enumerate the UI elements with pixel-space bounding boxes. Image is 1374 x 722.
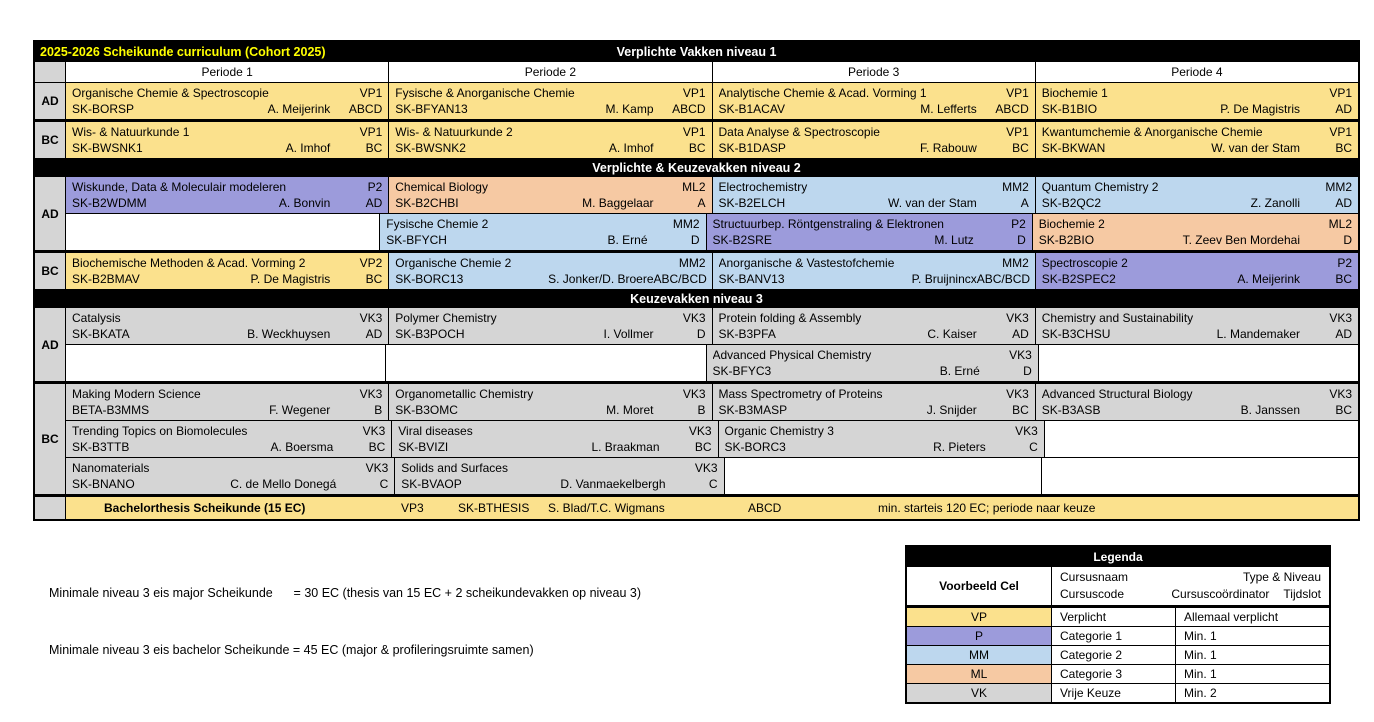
legend-key: P bbox=[907, 627, 1051, 645]
course-coordinator: S. Jonker/D. Broere bbox=[548, 272, 654, 286]
course-timeslot: D bbox=[1023, 364, 1032, 378]
thesis-label-cell bbox=[35, 497, 65, 519]
course-code: SK-B2ELCH bbox=[718, 196, 786, 210]
course-cell bbox=[66, 458, 394, 494]
course-code: SK-B3TTB bbox=[72, 440, 130, 454]
course-coordinator: A. Imhof bbox=[285, 141, 331, 155]
course-name: Biochemische Methoden & Acad. Vorming 2 bbox=[72, 256, 306, 270]
course-timeslot: D bbox=[1343, 233, 1352, 247]
course-name: Structuurbep. Röntgenstraling & Elektronen bbox=[712, 217, 944, 231]
course-coordinator: A. Boersma bbox=[270, 440, 334, 454]
group-label: BC bbox=[35, 253, 65, 289]
table-row bbox=[66, 83, 1358, 119]
course-name: Kwantumchemie & Anorganische Chemie bbox=[1041, 125, 1263, 139]
course-code: SK-B2SRE bbox=[712, 233, 772, 247]
course-coordinator: Z. Zanolli bbox=[1250, 196, 1300, 210]
course-type-niveau: P2 bbox=[1011, 217, 1026, 231]
course-timeslot: BC bbox=[365, 272, 383, 286]
course-name: Protein folding & Assembly bbox=[718, 311, 862, 325]
course-type-niveau: VK3 bbox=[359, 387, 383, 401]
course-timeslot: AD bbox=[365, 327, 383, 341]
course-code: BETA-B3MMS bbox=[72, 403, 150, 417]
course-name: Electrochemistry bbox=[718, 180, 808, 194]
course-name: Wis- & Natuurkunde 1 bbox=[72, 125, 190, 139]
course-code: SK-BKWAN bbox=[1041, 141, 1106, 155]
course-type-niveau: VK3 bbox=[694, 461, 718, 475]
course-timeslot: BC bbox=[368, 440, 386, 454]
course-code: SK-B3ASB bbox=[1041, 403, 1101, 417]
thesis-coordinator: S. Blad/T.C. Wigmans bbox=[548, 501, 665, 515]
legend-requirement: Allemaal verplicht bbox=[1176, 608, 1329, 626]
course-coordinator: A. Bonvin bbox=[278, 196, 331, 210]
course-timeslot: D bbox=[1017, 233, 1026, 247]
legend-row-vk bbox=[907, 684, 1329, 702]
course-type-niveau: VK3 bbox=[1329, 311, 1352, 325]
course-code: SK-BWSNK1 bbox=[72, 141, 143, 155]
legend-category-label: Categorie 1 bbox=[1052, 627, 1175, 645]
course-type-niveau: VP1 bbox=[359, 125, 383, 139]
empty-cell bbox=[66, 345, 385, 381]
course-cell bbox=[707, 345, 1038, 381]
course-code: SK-BVAOP bbox=[401, 477, 462, 491]
course-coordinator: F. Wegener bbox=[269, 403, 331, 417]
course-code: SK-B1DASP bbox=[718, 141, 786, 155]
curriculum-table bbox=[33, 40, 1360, 521]
course-code: SK-BFYCH bbox=[386, 233, 447, 247]
course-code: SK-B2CHBI bbox=[395, 196, 459, 210]
course-name: Anorganische & Vastestofchemie bbox=[718, 256, 895, 270]
period-header-3: Periode 3 bbox=[713, 62, 1035, 82]
period-header-row bbox=[35, 62, 1358, 82]
course-type-niveau: VP1 bbox=[682, 86, 706, 100]
course-name: Chemistry and Sustainability bbox=[1041, 311, 1194, 325]
course-coordinator: P. De Magistris bbox=[1220, 102, 1300, 116]
course-coordinator: B. Janssen bbox=[1240, 403, 1300, 417]
curriculum-body bbox=[35, 62, 1358, 519]
course-name: Biochemie 2 bbox=[1038, 217, 1105, 231]
course-type-niveau: ML2 bbox=[1328, 217, 1352, 231]
group-ad-niveau2 bbox=[35, 177, 1358, 250]
table-row bbox=[66, 384, 1358, 420]
group-ad-niveau1 bbox=[35, 83, 1358, 119]
course-type-niveau: VK3 bbox=[1006, 311, 1029, 325]
group-label: AD bbox=[35, 177, 65, 250]
legend-example-row bbox=[907, 567, 1329, 605]
course-cell bbox=[395, 458, 723, 494]
course-name: Advanced Structural Biology bbox=[1041, 387, 1193, 401]
course-type-niveau: VP1 bbox=[1329, 86, 1352, 100]
course-type-niveau: VK3 bbox=[1009, 348, 1032, 362]
course-cell bbox=[380, 214, 705, 250]
course-cell bbox=[713, 253, 1035, 289]
legend-requirement: Min. 2 bbox=[1176, 684, 1329, 702]
table-row bbox=[66, 253, 1358, 289]
course-coordinator: P. Bruijnincx bbox=[911, 272, 977, 286]
corner-cell bbox=[35, 62, 65, 82]
legend-table bbox=[905, 545, 1331, 704]
course-type-niveau: P2 bbox=[1337, 256, 1352, 270]
course-code: SK-BFYAN13 bbox=[395, 102, 468, 116]
course-type-niveau: MM2 bbox=[672, 217, 700, 231]
course-timeslot: B bbox=[374, 403, 383, 417]
course-coordinator: M. Kamp bbox=[605, 102, 654, 116]
course-type-niveau: VK3 bbox=[682, 387, 706, 401]
course-code: SK-B2SPEC2 bbox=[1041, 272, 1116, 286]
course-coordinator: M. Lefferts bbox=[920, 102, 977, 116]
course-coordinator: A. Meijerink bbox=[1237, 272, 1300, 286]
course-cell bbox=[66, 83, 388, 119]
course-timeslot: D bbox=[690, 233, 700, 247]
course-timeslot: AD bbox=[1335, 196, 1352, 210]
legend-rows bbox=[907, 606, 1329, 702]
course-code: SK-B1BIO bbox=[1041, 102, 1098, 116]
course-timeslot: C bbox=[379, 477, 389, 491]
course-name: Making Modern Science bbox=[72, 387, 201, 401]
legend-key: MM bbox=[907, 646, 1051, 664]
period-header-4: Periode 4 bbox=[1036, 62, 1358, 82]
course-code: SK-BORSP bbox=[72, 102, 135, 116]
course-code: SK-BANV13 bbox=[718, 272, 785, 286]
course-type-niveau: MM2 bbox=[1002, 180, 1029, 194]
course-cell bbox=[389, 177, 711, 213]
course-cell bbox=[66, 421, 391, 457]
course-timeslot: BC bbox=[1335, 403, 1352, 417]
course-name: Organische Chemie 2 bbox=[395, 256, 512, 270]
course-cell bbox=[713, 384, 1035, 420]
empty-cell bbox=[1039, 345, 1358, 381]
course-timeslot: BC bbox=[1012, 403, 1029, 417]
course-name: Chemical Biology bbox=[395, 180, 488, 194]
course-cell bbox=[707, 214, 1032, 250]
empty-cell bbox=[725, 458, 1041, 494]
group-bc-niveau3 bbox=[35, 384, 1358, 494]
course-timeslot: BC bbox=[365, 141, 383, 155]
legend-row-ml bbox=[907, 665, 1329, 683]
course-cell bbox=[1036, 83, 1358, 119]
legend-category-label: Verplicht bbox=[1052, 608, 1175, 626]
course-coordinator: T. Zeev Ben Mordehai bbox=[1182, 233, 1300, 247]
legend-requirement: Min. 1 bbox=[1176, 646, 1329, 664]
legend-example-label: Voorbeeld Cel bbox=[907, 567, 1051, 605]
empty-cell bbox=[386, 345, 705, 381]
course-cell bbox=[389, 384, 711, 420]
course-name: Trending Topics on Biomolecules bbox=[72, 424, 248, 438]
course-type-niveau: MM2 bbox=[1002, 256, 1029, 270]
course-timeslot: BC bbox=[688, 141, 706, 155]
table-row bbox=[66, 308, 1358, 344]
legend-row-mm bbox=[907, 646, 1329, 664]
course-coordinator: P. De Magistris bbox=[250, 272, 331, 286]
course-timeslot: D bbox=[696, 327, 706, 341]
course-timeslot: ABCD bbox=[672, 102, 706, 116]
course-cell bbox=[713, 122, 1035, 158]
legend-coordinator: Cursuscoördinator bbox=[1171, 587, 1270, 601]
note-line-1: Minimale niveau 3 eis major Scheikunde = 30 EC (thesis van 15 EC + 2 scheikundevakken op niveau 3) bbox=[49, 586, 641, 600]
course-timeslot: ABC/BCD bbox=[976, 272, 1031, 286]
course-coordinator: B. Erné bbox=[607, 233, 648, 247]
course-cell bbox=[1033, 214, 1358, 250]
course-name: Biochemie 1 bbox=[1041, 86, 1108, 100]
thesis-note: min. starteis 120 EC; periode naar keuze bbox=[878, 501, 1096, 515]
table-row bbox=[66, 177, 1358, 213]
course-name: Viral diseases bbox=[398, 424, 473, 438]
group-bc-niveau2 bbox=[35, 253, 1358, 289]
legend-key: VP bbox=[907, 608, 1051, 626]
course-name: Analytische Chemie & Acad. Vorming 1 bbox=[718, 86, 927, 100]
course-coordinator: M. Lutz bbox=[934, 233, 974, 247]
course-coordinator: D. Vanmaekelbergh bbox=[560, 477, 666, 491]
course-name: Solids and Surfaces bbox=[401, 461, 508, 475]
course-coordinator: B. Weckhuysen bbox=[247, 327, 331, 341]
course-timeslot: C bbox=[708, 477, 718, 491]
course-cell bbox=[1036, 384, 1358, 420]
thesis-row bbox=[35, 497, 1358, 519]
legend-title: Legenda bbox=[907, 547, 1329, 566]
course-name: Spectroscopie 2 bbox=[1041, 256, 1128, 270]
course-type-niveau: VK3 bbox=[688, 424, 712, 438]
course-coordinator: L. Braakman bbox=[591, 440, 660, 454]
legend-requirement: Min. 1 bbox=[1176, 627, 1329, 645]
course-cell bbox=[713, 308, 1035, 344]
course-name: Polymer Chemistry bbox=[395, 311, 497, 325]
note-line-2: Minimale niveau 3 eis bachelor Scheikunde = 45 EC (major & profileringsruimte samen) bbox=[49, 643, 534, 657]
course-timeslot: ABCD bbox=[995, 102, 1029, 116]
course-code: SK-B2BIO bbox=[1038, 233, 1095, 247]
course-coordinator: M. Moret bbox=[606, 403, 654, 417]
course-timeslot: AD bbox=[1335, 327, 1352, 341]
course-cell bbox=[1036, 308, 1358, 344]
legend-category-label: Vrije Keuze bbox=[1052, 684, 1175, 702]
course-timeslot: ABCD bbox=[348, 102, 383, 116]
course-name: Catalysis bbox=[72, 311, 121, 325]
legend-cursuscode: Cursuscode bbox=[1060, 587, 1125, 601]
course-type-niveau: VK3 bbox=[359, 311, 383, 325]
legend-row-p bbox=[907, 627, 1329, 645]
thesis-code: SK-BTHESIS bbox=[458, 501, 530, 515]
legend-cursusnaam: Cursusnaam bbox=[1060, 570, 1129, 584]
thesis-name: Bachelorthesis Scheikunde (15 EC) bbox=[104, 501, 306, 515]
legend-category-label: Categorie 3 bbox=[1052, 665, 1175, 683]
course-type-niveau: MM2 bbox=[678, 256, 706, 270]
legend-example-cell bbox=[1052, 567, 1329, 605]
section-header-niveau2: Verplichte & Keuzevakken niveau 2 bbox=[35, 159, 1358, 176]
course-cell bbox=[392, 421, 717, 457]
course-code: SK-BWSNK2 bbox=[395, 141, 466, 155]
group-label: BC bbox=[35, 384, 65, 494]
course-coordinator: J. Snijder bbox=[926, 403, 977, 417]
course-type-niveau: MM2 bbox=[1325, 180, 1352, 194]
course-code: SK-B3OMC bbox=[395, 403, 458, 417]
course-coordinator: M. Baggelaar bbox=[582, 196, 654, 210]
course-cell bbox=[66, 177, 388, 213]
course-type-niveau: VK3 bbox=[682, 311, 706, 325]
course-name: Organometallic Chemistry bbox=[395, 387, 534, 401]
table-title: 2025-2026 Scheikunde curriculum (Cohort 2025) bbox=[40, 44, 326, 59]
course-type-niveau: ML2 bbox=[682, 180, 706, 194]
course-code: SK-B3POCH bbox=[395, 327, 465, 341]
course-timeslot: A bbox=[1020, 196, 1029, 210]
course-type-niveau: VP1 bbox=[359, 86, 383, 100]
empty-cell bbox=[66, 214, 379, 250]
course-code: SK-BNANO bbox=[72, 477, 135, 491]
course-code: SK-B3CHSU bbox=[1041, 327, 1111, 341]
course-name: Fysische Chemie 2 bbox=[386, 217, 489, 231]
course-name: Data Analyse & Spectroscopie bbox=[718, 125, 880, 139]
course-code: SK-B3PFA bbox=[718, 327, 776, 341]
period-header-1: Periode 1 bbox=[66, 62, 388, 82]
course-type-niveau: VP1 bbox=[682, 125, 706, 139]
notes bbox=[49, 546, 641, 679]
course-code: SK-B2QC2 bbox=[1041, 196, 1102, 210]
course-coordinator: B. Erné bbox=[939, 364, 980, 378]
course-cell bbox=[719, 421, 1044, 457]
legend-requirement: Min. 1 bbox=[1176, 665, 1329, 683]
thesis-bar bbox=[66, 497, 1358, 519]
legend-row-vp bbox=[907, 608, 1329, 626]
course-cell bbox=[389, 122, 711, 158]
course-code: SK-BORC13 bbox=[395, 272, 464, 286]
table-row bbox=[66, 122, 1358, 158]
course-type-niveau: VK3 bbox=[1006, 387, 1029, 401]
course-coordinator: W. van der Stam bbox=[1211, 141, 1300, 155]
course-type-niveau: VK3 bbox=[1329, 387, 1352, 401]
course-type-niveau: VK3 bbox=[1015, 424, 1038, 438]
course-coordinator: W. van der Stam bbox=[888, 196, 977, 210]
course-timeslot: B bbox=[697, 403, 706, 417]
empty-cell bbox=[1042, 458, 1358, 494]
legend-type-niveau: Type & Niveau bbox=[1242, 570, 1321, 584]
course-name: Wiskunde, Data & Moleculair modeleren bbox=[72, 180, 287, 194]
course-timeslot: C bbox=[1029, 440, 1038, 454]
table-row bbox=[66, 458, 1358, 494]
course-cell bbox=[66, 253, 388, 289]
course-cell bbox=[1036, 122, 1358, 158]
course-type-niveau: P2 bbox=[367, 180, 383, 194]
course-name: Organic Chemistry 3 bbox=[724, 424, 834, 438]
course-timeslot: BC bbox=[694, 440, 712, 454]
empty-cell bbox=[1045, 421, 1358, 457]
table-row bbox=[66, 421, 1358, 457]
course-name: Mass Spectrometry of Proteins bbox=[718, 387, 883, 401]
course-timeslot: BC bbox=[1335, 141, 1352, 155]
legend-key: ML bbox=[907, 665, 1051, 683]
course-name: Nanomaterials bbox=[72, 461, 150, 475]
course-code: SK-B2WDMM bbox=[72, 196, 147, 210]
course-coordinator: L. Mandemaker bbox=[1216, 327, 1300, 341]
course-coordinator: R. Pieters bbox=[933, 440, 986, 454]
course-coordinator: A. Imhof bbox=[608, 141, 654, 155]
course-coordinator: A. Meijerink bbox=[267, 102, 331, 116]
course-code: SK-B1ACAV bbox=[718, 102, 785, 116]
course-timeslot: BC bbox=[1335, 272, 1352, 286]
course-type-niveau: VP2 bbox=[359, 256, 383, 270]
course-cell bbox=[713, 177, 1035, 213]
table-row bbox=[66, 345, 1358, 381]
thesis-timeslot: ABCD bbox=[748, 501, 782, 515]
course-type-niveau: VK3 bbox=[362, 424, 386, 438]
table-title-bar bbox=[35, 42, 1358, 61]
course-timeslot: AD bbox=[1012, 327, 1029, 341]
course-code: SK-B3MASP bbox=[718, 403, 788, 417]
course-timeslot: ABC/BCD bbox=[653, 272, 707, 286]
course-timeslot: AD bbox=[365, 196, 383, 210]
course-cell bbox=[1036, 177, 1358, 213]
course-cell bbox=[389, 83, 711, 119]
legend-tijdslot: Tijdslot bbox=[1283, 587, 1321, 601]
course-cell bbox=[66, 384, 388, 420]
section-header-niveau1: Verplichte Vakken niveau 1 bbox=[616, 44, 777, 59]
course-name: Fysische & Anorganische Chemie bbox=[395, 86, 575, 100]
thesis-type: VP3 bbox=[401, 501, 424, 515]
course-coordinator: F. Rabouw bbox=[920, 141, 977, 155]
course-code: SK-B2BMAV bbox=[72, 272, 140, 286]
period-header-2: Periode 2 bbox=[389, 62, 711, 82]
course-name: Organische Chemie & Spectroscopie bbox=[72, 86, 269, 100]
course-type-niveau: VP1 bbox=[1006, 86, 1029, 100]
group-bc-niveau1 bbox=[35, 122, 1358, 158]
course-name: Quantum Chemistry 2 bbox=[1041, 180, 1159, 194]
course-name: Wis- & Natuurkunde 2 bbox=[395, 125, 513, 139]
course-type-niveau: VK3 bbox=[365, 461, 389, 475]
course-timeslot: BC bbox=[1012, 141, 1029, 155]
table-row bbox=[66, 214, 1358, 250]
course-code: SK-BVIZI bbox=[398, 440, 449, 454]
course-cell bbox=[66, 122, 388, 158]
course-name: Advanced Physical Chemistry bbox=[712, 348, 872, 362]
course-cell bbox=[66, 308, 388, 344]
course-cell bbox=[389, 308, 711, 344]
course-coordinator: I. Vollmer bbox=[603, 327, 654, 341]
course-timeslot: A bbox=[697, 196, 706, 210]
course-type-niveau: VP1 bbox=[1006, 125, 1029, 139]
group-label: AD bbox=[35, 308, 65, 381]
course-cell bbox=[713, 83, 1035, 119]
course-type-niveau: VP1 bbox=[1329, 125, 1352, 139]
course-cell bbox=[389, 253, 711, 289]
legend-category-label: Categorie 2 bbox=[1052, 646, 1175, 664]
course-coordinator: C. Kaiser bbox=[927, 327, 977, 341]
group-label: AD bbox=[35, 83, 65, 119]
course-cell bbox=[1036, 253, 1358, 289]
course-code: SK-BKATA bbox=[72, 327, 130, 341]
course-timeslot: AD bbox=[1335, 102, 1352, 116]
legend-key: VK bbox=[907, 684, 1051, 702]
section-header-niveau3: Keuzevakken niveau 3 bbox=[35, 290, 1358, 307]
group-ad-niveau3 bbox=[35, 308, 1358, 381]
course-coordinator: C. de Mello Donegá bbox=[230, 477, 337, 491]
course-code: SK-BORC3 bbox=[724, 440, 786, 454]
group-label: BC bbox=[35, 122, 65, 158]
course-code: SK-BFYC3 bbox=[712, 364, 772, 378]
